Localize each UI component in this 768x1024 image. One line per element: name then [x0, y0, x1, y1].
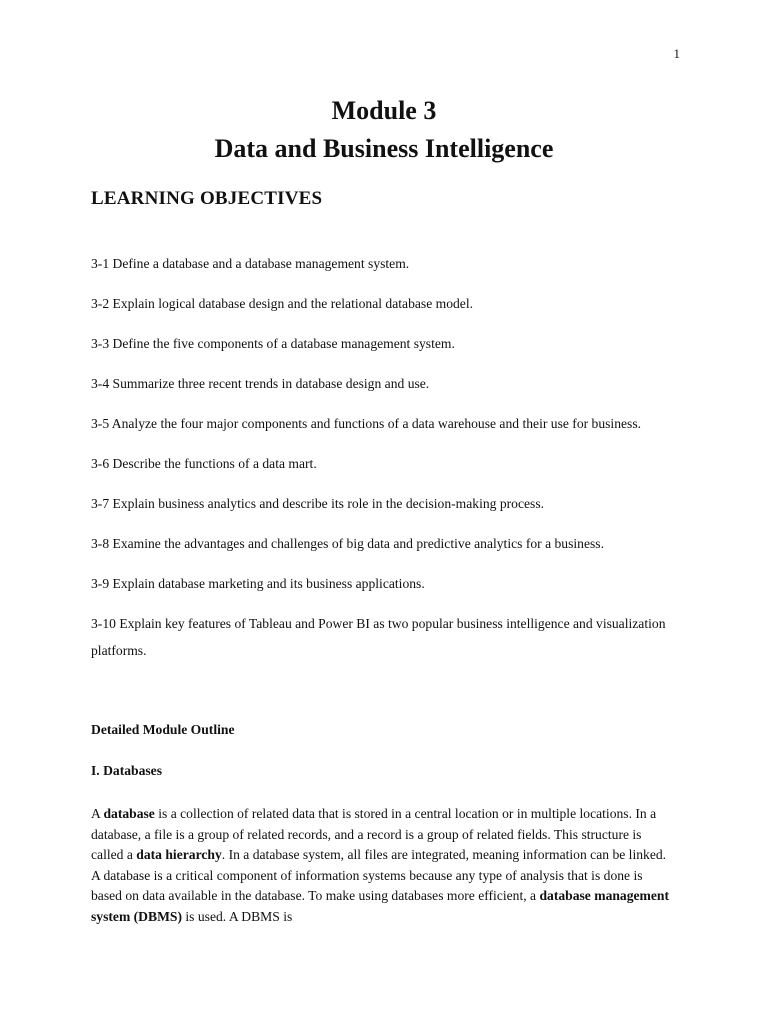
module-title-line2: Data and Business Intelligence	[214, 134, 554, 163]
paragraph-text: is used. A DBMS is	[182, 908, 293, 924]
objective-item: 3-6 Describe the functions of a data mart.	[91, 456, 317, 471]
paragraph-text: is a collection of related data that is stored in a central location or in multiple locations. In a database, a file is a group of related records, and a record is a group of related fields. This structure is called a	[91, 806, 657, 862]
term-database: database	[103, 806, 155, 821]
paragraph-text: . In a database system, all files are integrated, meaning information can be linked. A database is a critical component of information systems because any type of analysis that is done is based on data available in the database. To make using databases more efficient, a	[91, 847, 667, 903]
objective-item: 3-3 Define the five components of a database management system.	[91, 336, 455, 351]
module-title-line1: Module 3	[331, 96, 437, 125]
objective-item: 3-9 Explain database marketing and its business applications.	[91, 576, 425, 591]
objective-item: 3-8 Examine the advantages and challenges of big data and predictive analytics for a business.	[91, 536, 604, 551]
databases-heading: I. Databases	[91, 763, 162, 778]
term-data-hierarchy: data hierarchy	[136, 847, 222, 862]
page-number: 1	[673, 46, 680, 61]
objective-item: 3-4 Summarize three recent trends in database design and use.	[91, 376, 430, 391]
databases-paragraph	[91, 804, 671, 927]
objective-item: 3-5 Analyze the four major components and functions of a data warehouse and their use for business.	[91, 416, 642, 431]
term-dbms: database management system (DBMS)	[91, 888, 669, 924]
detailed-outline-heading: Detailed Module Outline	[91, 722, 235, 737]
learning-objectives-heading: LEARNING OBJECTIVES	[91, 188, 323, 209]
objective-item: 3-1 Define a database and a database management system.	[91, 256, 410, 271]
paragraph-text: A	[91, 806, 104, 821]
learning-objectives-list	[91, 250, 671, 677]
objective-item: 3-2 Explain logical database design and the relational database model.	[91, 296, 473, 311]
objective-item: 3-7 Explain business analytics and describe its role in the decision-making process.	[91, 496, 545, 511]
module-title	[0, 92, 768, 168]
objective-item: 3-10 Explain key features of Tableau and Power BI as two popular business intelligence and visualization platforms.	[91, 616, 666, 658]
